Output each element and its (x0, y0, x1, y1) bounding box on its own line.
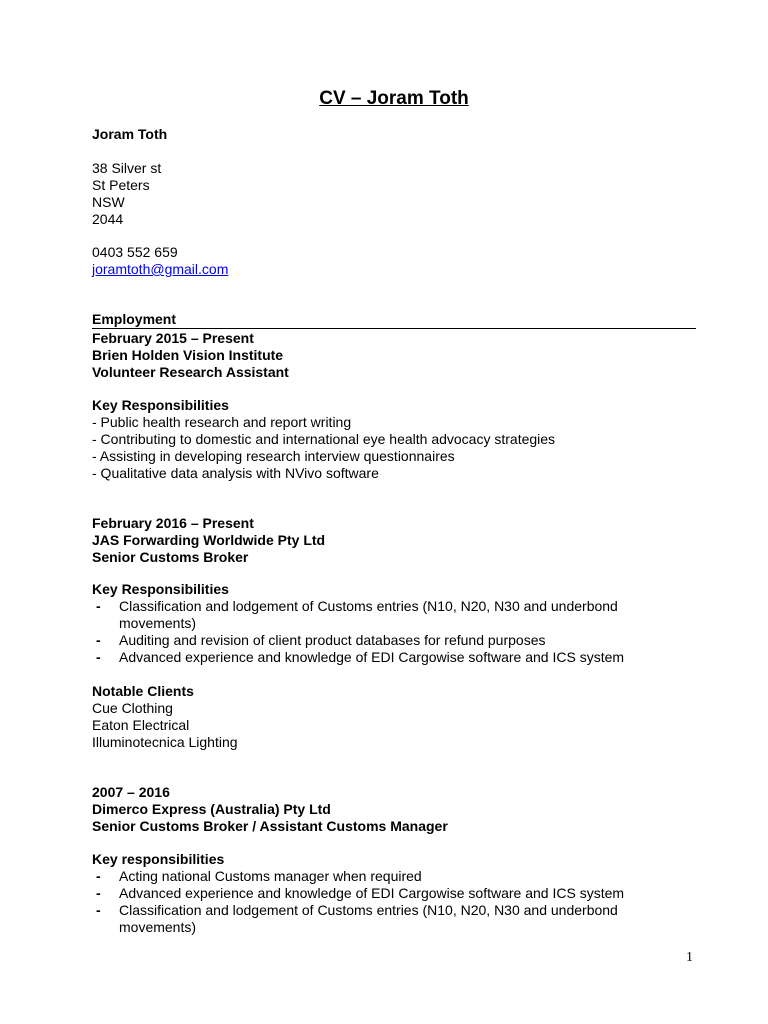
address-block (92, 160, 161, 228)
job-entry-3 (92, 784, 448, 835)
job-company: JAS Forwarding Worldwide Pty Ltd (92, 532, 326, 548)
bullet-dash-icon: - (96, 885, 101, 901)
clients-heading: Notable Clients (92, 683, 194, 699)
list-item: - Qualitative data analysis with NVivo software (92, 465, 379, 481)
list-item (92, 885, 652, 902)
responsibilities-list (92, 868, 652, 936)
bullet-dash-icon: - (96, 868, 101, 884)
list-item (92, 632, 652, 649)
bullet-dash-icon: - (96, 598, 101, 614)
list-item-text: Classification and lodgement of Customs entries (N10, N20, N30 and underbond movements) (119, 598, 618, 631)
list-item (92, 649, 652, 666)
job-2-responsibilities (92, 581, 652, 666)
address-line: 38 Silver st (92, 160, 162, 176)
bullet-dash-icon: - (96, 902, 101, 918)
list-item (92, 868, 652, 885)
bullet-dash-icon: - (96, 632, 101, 648)
job-1-responsibilities (92, 397, 555, 482)
job-3-responsibilities (92, 851, 652, 936)
responsibilities-heading: Key responsibilities (92, 851, 225, 867)
address-line: 2044 (92, 211, 124, 227)
list-item-text: Acting national Customs manager when required (119, 868, 422, 884)
job-role: Senior Customs Broker (92, 549, 249, 565)
job-company: Dimerco Express (Australia) Pty Ltd (92, 801, 331, 817)
job-role: Volunteer Research Assistant (92, 364, 289, 380)
email-link[interactable]: joramtoth@gmail.com (92, 261, 229, 277)
list-item-text: Auditing and revision of client product databases for refund purposes (119, 632, 546, 648)
job-dates: February 2016 – Present (92, 515, 254, 531)
job-dates: 2007 – 2016 (92, 784, 170, 800)
list-item: - Contributing to domestic and international eye health advocacy strategies (92, 431, 556, 447)
responsibilities-heading: Key Responsibilities (92, 397, 229, 413)
client-name: Illuminotecnica Lighting (92, 734, 238, 750)
phone-number: 0403 552 659 (92, 244, 178, 260)
address-line: NSW (92, 194, 125, 210)
list-item-text: Classification and lodgement of Customs entries (N10, N20, N30 and underbond movements) (119, 902, 618, 935)
client-name: Eaton Electrical (92, 717, 190, 733)
contact-details (92, 244, 228, 278)
contact-block (92, 126, 167, 143)
job-role: Senior Customs Broker / Assistant Customs Manager (92, 818, 448, 834)
responsibilities-list (92, 414, 555, 482)
job-company: Brien Holden Vision Institute (92, 347, 284, 363)
employment-heading: Employment (92, 311, 177, 327)
address-line: St Peters (92, 177, 150, 193)
contact-name: Joram Toth (92, 126, 168, 142)
bullet-dash-icon: - (96, 649, 101, 665)
list-item: - Public health research and report writing (92, 414, 352, 430)
job-dates: February 2015 – Present (92, 330, 254, 346)
responsibilities-list (92, 598, 652, 666)
list-item (92, 902, 652, 936)
cv-title: CV – Joram Toth (319, 88, 469, 109)
notable-clients (92, 683, 238, 751)
section-divider (92, 328, 696, 329)
list-item: - Assisting in developing research interview questionnaires (92, 448, 455, 464)
page-number: 1 (686, 950, 693, 965)
client-name: Cue Clothing (92, 700, 173, 716)
job-entry-1 (92, 330, 289, 381)
job-entry-2 (92, 515, 325, 566)
list-item-text: Advanced experience and knowledge of EDI Cargowise software and ICS system (119, 885, 625, 901)
list-item (92, 598, 652, 632)
list-item-text: Advanced experience and knowledge of EDI Cargowise software and ICS system (119, 649, 625, 665)
responsibilities-heading: Key Responsibilities (92, 581, 229, 597)
